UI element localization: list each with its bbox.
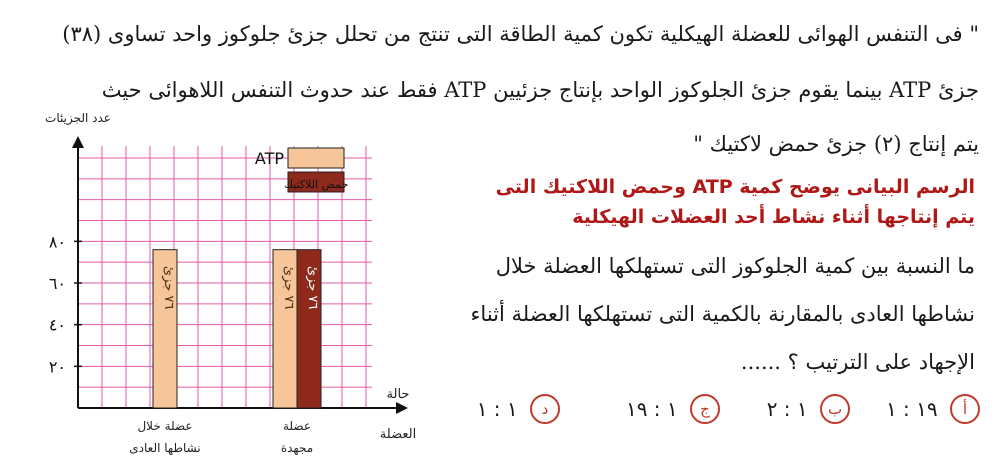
chart-caption-line-1: الرسم البيانى يوضح كمية ATP وحمض اللاكتيك التى (495, 176, 975, 198)
y-tick-label: ٨٠ (48, 232, 66, 252)
question-line-1: " فى التنفس الهوائى للعضلة الهيكلية تكون كمية الطاقة التى تنتج من تحلل جزئ جلوكوز واحد تساوى (٣٨) (62, 22, 979, 46)
molecules-bar-chart (0, 108, 440, 460)
choice-a[interactable] (886, 394, 980, 424)
legend-atp-swatch (288, 148, 344, 168)
chart-caption-line-2: يتم إنتاجها أثناء نشاط أحد العضلات الهيكلية (572, 206, 975, 228)
ask-line-1: ما النسبة بين كمية الجلوكوز التى تستهلكها العضلة خلال (495, 254, 975, 278)
y-axis-title: عدد الجزيئات (45, 111, 111, 125)
ask-line-2: نشاطها العادى بالمقارنة بالكمية التى تستهلكها العضلة أثناء (470, 302, 975, 326)
answer-choices (440, 394, 980, 434)
choice-c[interactable] (626, 394, 720, 424)
y-tick-label: ٢٠ (48, 357, 66, 377)
choice-a-letter: أ (950, 394, 980, 424)
y-tick-label: ٤٠ (48, 315, 66, 335)
choice-d[interactable] (477, 394, 560, 424)
x-category-label-line-1: عضلة (283, 419, 311, 433)
choice-b-ratio: ١ : ٢ (766, 397, 808, 421)
choice-d-letter: د (530, 394, 560, 424)
choice-d-ratio: ١ : ١ (476, 397, 518, 421)
choice-b[interactable] (767, 394, 850, 424)
x-axis-arrow (396, 402, 408, 414)
choice-c-ratio: ١ : ١٩ (625, 397, 678, 421)
legend-atp-label: ATP (254, 149, 284, 168)
x-category-label-line-1: عضلة خلال (137, 419, 193, 433)
choice-a-ratio: ١٩ : ١ (885, 397, 938, 421)
y-tick-label: ٦٠ (48, 274, 66, 293)
question-line-2: جزئ ATP بينما يقوم جزئ الجلوكوز الواحد بإنتاج جزئيين ATP فقط عند حدوث التنفس اللاهوائى حيث (101, 78, 979, 102)
x-category-label-line-2: مجهدة (280, 441, 314, 455)
legend-lactic-label: حمض اللاكتيك (284, 178, 349, 191)
bar-data-label: ٧٦ جزئ (161, 265, 176, 310)
chart-legend (255, 148, 348, 192)
choice-b-letter: ب (820, 394, 850, 424)
chart-axes (72, 136, 408, 414)
bar-data-label: ٧٦ جزئ (305, 265, 320, 310)
question-line-3: يتم إنتاج (٢) جزئ حمض لاكتيك " (693, 132, 979, 156)
ask-line-3: الإجهاد على الترتيب ؟ ...... (740, 350, 975, 374)
choice-c-letter: ج (690, 394, 720, 424)
x-category-label-line-2: نشاطها العادى (129, 441, 201, 455)
y-axis-arrow (72, 136, 84, 148)
x-axis-title-line-2: العضلة (379, 427, 417, 442)
bar-data-label: ٧٦ جزئ (281, 265, 296, 310)
x-axis-title-line-1: حالة (386, 387, 410, 402)
